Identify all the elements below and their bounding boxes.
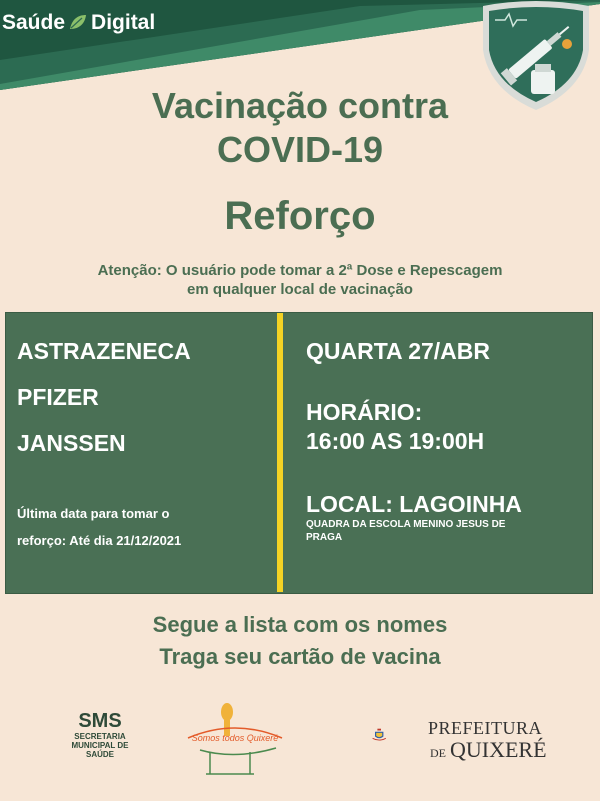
notice-line-1: Atenção: O usuário pode tomar a 2ª Dose e Repescagem [97, 262, 503, 279]
deadline-line-1: Última data para tomar o [17, 506, 170, 521]
sms-line-2: MUNICIPAL DE [71, 741, 129, 750]
somos-logo-text: Somos todos Quixeré [191, 733, 279, 743]
location-detail-line-2: PRAGA [306, 532, 343, 543]
brand-word-saude: Saúde [2, 11, 66, 34]
location-detail-line-1: QUADRA DA ESCOLA MENINO JESUS DE [306, 519, 506, 530]
brand-logo [0, 10, 190, 36]
footer-line-1: Segue a lista com os nomes [152, 612, 448, 637]
deadline-line-2: reforço: Até dia 21/12/2021 [17, 533, 182, 548]
time-value: 16:00 AS 19:00H [306, 428, 485, 454]
footer-line-2: Traga seu cartão de vacina [159, 644, 441, 669]
prefeitura-line-1: PREFEITURA [428, 718, 543, 738]
sms-logo [60, 710, 140, 759]
vaccine-janssen: JANSSEN [17, 430, 126, 456]
vaccine-astrazeneca: ASTRAZENECA [17, 338, 191, 364]
prefeitura-line-2 [430, 737, 547, 763]
title-line-3: Reforço [224, 194, 376, 238]
prefeitura-de: DE [430, 746, 446, 760]
brand-word-digital: Digital [91, 11, 156, 34]
title-line-1: Vacinação contra [151, 85, 449, 126]
event-date: QUARTA 27/ABR [306, 338, 491, 364]
location-label: LOCAL: LAGOINHA [306, 491, 522, 517]
sms-line-1: SECRETARIA [74, 732, 126, 741]
quixere-coat-of-arms [372, 710, 432, 760]
time-label: HORÁRIO: [306, 399, 423, 425]
vaccine-pfizer: PFIZER [17, 384, 99, 410]
prefeitura-city: QUIXERÉ [450, 737, 547, 762]
title-line-2: COVID-19 [216, 129, 384, 170]
notice-line-2: em qualquer local de vacinação [187, 281, 413, 298]
leaf-icon [68, 13, 88, 33]
sms-title: SMS [78, 710, 122, 732]
sms-line-3: SAÚDE [85, 750, 114, 759]
panel-divider [277, 313, 283, 592]
